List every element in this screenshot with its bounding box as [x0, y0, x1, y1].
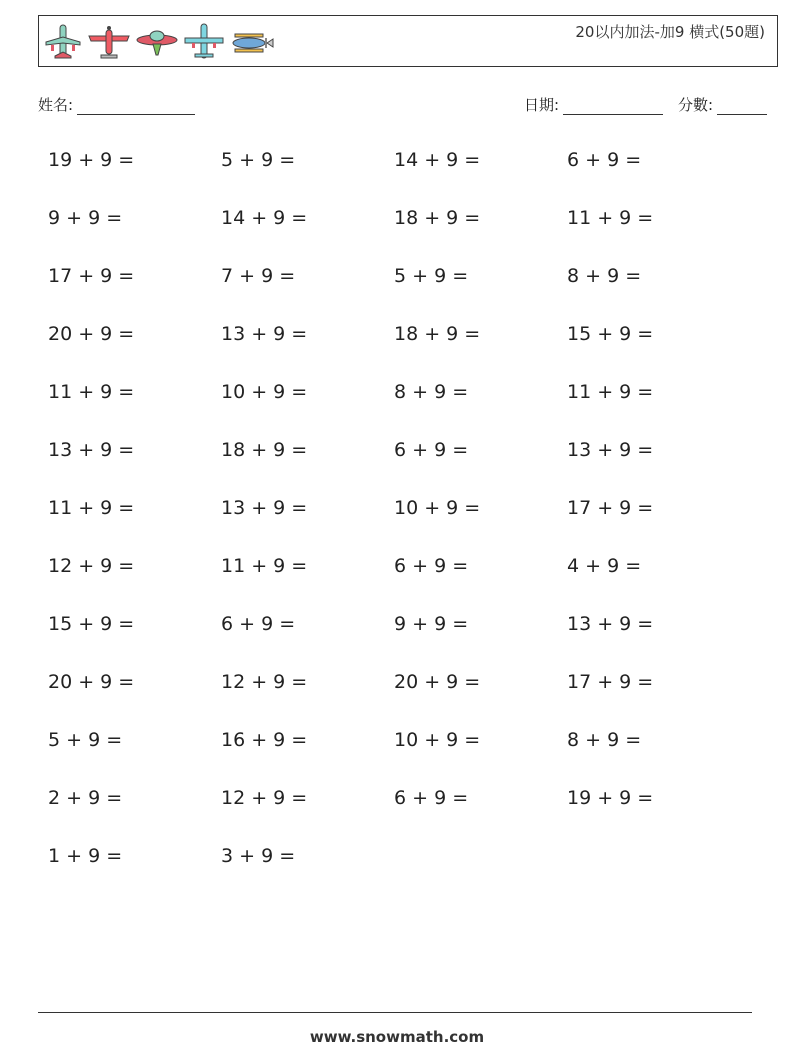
problem-item: 6 + 9 = [221, 613, 296, 635]
date-label: 日期: [524, 96, 560, 114]
problem-item: 5 + 9 = [48, 729, 123, 751]
problem-item: 10 + 9 = [394, 729, 481, 751]
problem-item: 6 + 9 = [394, 555, 469, 577]
problem-item: 17 + 9 = [567, 497, 654, 519]
problem-row [48, 841, 748, 899]
problem-item [394, 841, 567, 899]
problem-item: 20 + 9 = [394, 671, 481, 693]
problem-item: 1 + 9 = [48, 845, 123, 867]
biplane-blue-icon [229, 22, 275, 62]
problem-item: 8 + 9 = [567, 265, 642, 287]
problem-item: 11 + 9 = [48, 381, 135, 403]
problem-item: 3 + 9 = [221, 845, 296, 867]
plane-green-red-icon [135, 22, 179, 62]
date-blank[interactable] [563, 98, 663, 115]
problem-item: 17 + 9 = [567, 671, 654, 693]
problem-item: 8 + 9 = [567, 729, 642, 751]
problem-item: 16 + 9 = [221, 729, 308, 751]
problem-item: 6 + 9 = [567, 149, 642, 171]
problem-item: 13 + 9 = [221, 497, 308, 519]
problem-row [48, 319, 748, 377]
problem-item: 11 + 9 = [567, 381, 654, 403]
plane-cyan-icon [183, 22, 225, 62]
problem-item: 5 + 9 = [394, 265, 469, 287]
plane-green-icon [43, 22, 83, 62]
problem-item: 14 + 9 = [221, 207, 308, 229]
problem-item: 6 + 9 = [394, 439, 469, 461]
footer-divider [38, 1012, 752, 1013]
problem-item: 9 + 9 = [48, 207, 123, 229]
problem-item: 12 + 9 = [221, 671, 308, 693]
plane-red-icon [87, 22, 131, 62]
problem-item [567, 841, 740, 899]
problem-item: 7 + 9 = [221, 265, 296, 287]
problem-item: 5 + 9 = [221, 149, 296, 171]
problem-item: 14 + 9 = [394, 149, 481, 171]
problem-item: 11 + 9 = [221, 555, 308, 577]
worksheet-title: 20以内加法-加9 横式(50題) [575, 23, 765, 41]
problem-row [48, 783, 748, 841]
problem-row [48, 261, 748, 319]
problem-item: 19 + 9 = [567, 787, 654, 809]
problem-item: 2 + 9 = [48, 787, 123, 809]
problem-row [48, 145, 748, 203]
problem-item: 12 + 9 = [221, 787, 308, 809]
problem-item: 10 + 9 = [394, 497, 481, 519]
problem-row [48, 725, 748, 783]
problem-row [48, 609, 748, 667]
problem-item: 18 + 9 = [394, 323, 481, 345]
problem-row [48, 493, 748, 551]
problem-item: 4 + 9 = [567, 555, 642, 577]
problem-item: 13 + 9 = [567, 613, 654, 635]
plane-icons [43, 20, 275, 64]
problem-item: 18 + 9 = [394, 207, 481, 229]
problem-grid [48, 145, 748, 899]
problem-item: 13 + 9 = [567, 439, 654, 461]
problem-item: 11 + 9 = [567, 207, 654, 229]
problem-item: 13 + 9 = [221, 323, 308, 345]
problem-item: 13 + 9 = [48, 439, 135, 461]
problem-item: 15 + 9 = [567, 323, 654, 345]
problem-item: 8 + 9 = [394, 381, 469, 403]
problem-row [48, 435, 748, 493]
problem-row [48, 203, 748, 261]
name-blank[interactable] [77, 98, 195, 115]
problem-item: 11 + 9 = [48, 497, 135, 519]
worksheet-header [38, 15, 778, 67]
problem-item: 15 + 9 = [48, 613, 135, 635]
problem-item: 19 + 9 = [48, 149, 135, 171]
problem-item: 20 + 9 = [48, 671, 135, 693]
date-field [524, 94, 663, 115]
problem-item: 6 + 9 = [394, 787, 469, 809]
problem-row [48, 551, 748, 609]
problem-item: 18 + 9 = [221, 439, 308, 461]
score-blank[interactable] [717, 98, 767, 115]
problem-item: 10 + 9 = [221, 381, 308, 403]
problem-item: 17 + 9 = [48, 265, 135, 287]
problem-item: 20 + 9 = [48, 323, 135, 345]
name-field [38, 94, 195, 115]
name-label: 姓名: [38, 96, 74, 114]
score-field [678, 94, 767, 115]
problem-row [48, 667, 748, 725]
problem-row [48, 377, 748, 435]
footer-url: www.snowmath.com [309, 1028, 485, 1046]
score-label: 分數: [678, 96, 714, 114]
problem-item: 12 + 9 = [48, 555, 135, 577]
problem-item: 9 + 9 = [394, 613, 469, 635]
